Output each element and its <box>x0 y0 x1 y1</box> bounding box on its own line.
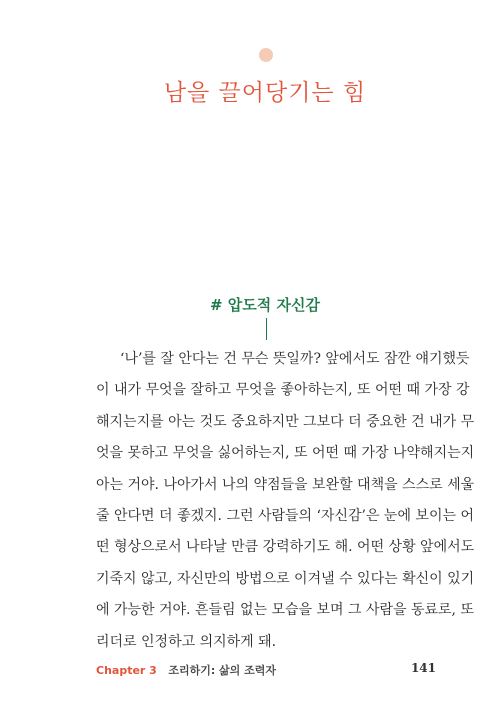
paragraph-line: 기죽지 않고, 자신만의 방법으로 이겨낼 수 있다는 확신이 있기 <box>96 570 475 587</box>
paragraph-line: 해지는지를 아는 것도 중요하지만 그보다 더 중요한 건 내가 무 <box>96 413 475 430</box>
paragraph-line: 떤 형상으로서 나타날 만큼 강력하기도 해. 어떤 상황 앞에서도 <box>96 539 475 556</box>
paragraph-line: ‘나’를 잘 안다는 건 무슨 뜻일까? 앞에서도 잠깐 얘기했듯 <box>120 351 470 367</box>
paragraph-line: 아는 거야. 나아가서 나의 약점들을 보완할 대책을 스스로 세울 <box>96 476 475 493</box>
chapter-label: Chapter 3 <box>96 664 157 677</box>
paragraph-line: 에 가능한 거야. 흔들림 없는 모습을 보며 그 사람을 동료로, 또 <box>96 602 474 619</box>
paragraph-line: 줄 안다면 더 좋겠지. 그런 사람들의 ‘자신감’은 눈에 보이는 어 <box>96 508 474 525</box>
paragraph-line: 엇을 못하고 무엇을 싫어하는지, 또 어떤 때 가장 나약해지는지 <box>96 445 475 462</box>
body-paragraph <box>96 344 475 658</box>
chapter-title: 조리하기: 삶의 조력자 <box>168 664 277 677</box>
paragraph-line: 리더로 인정하고 의지하게 돼. <box>96 633 277 650</box>
divider-line <box>266 318 267 340</box>
paragraph-line: 이 내가 무엇을 잘하고 무엇을 좋아하는지, 또 어떤 때 가장 강 <box>96 382 470 399</box>
decorative-dot <box>259 48 273 62</box>
section-title: 남을 끌어당기는 힘 <box>163 80 367 106</box>
page-footer <box>96 662 436 680</box>
hashtag-heading: # 압도적 자신감 <box>210 296 320 314</box>
page-number: 141 <box>410 661 436 675</box>
